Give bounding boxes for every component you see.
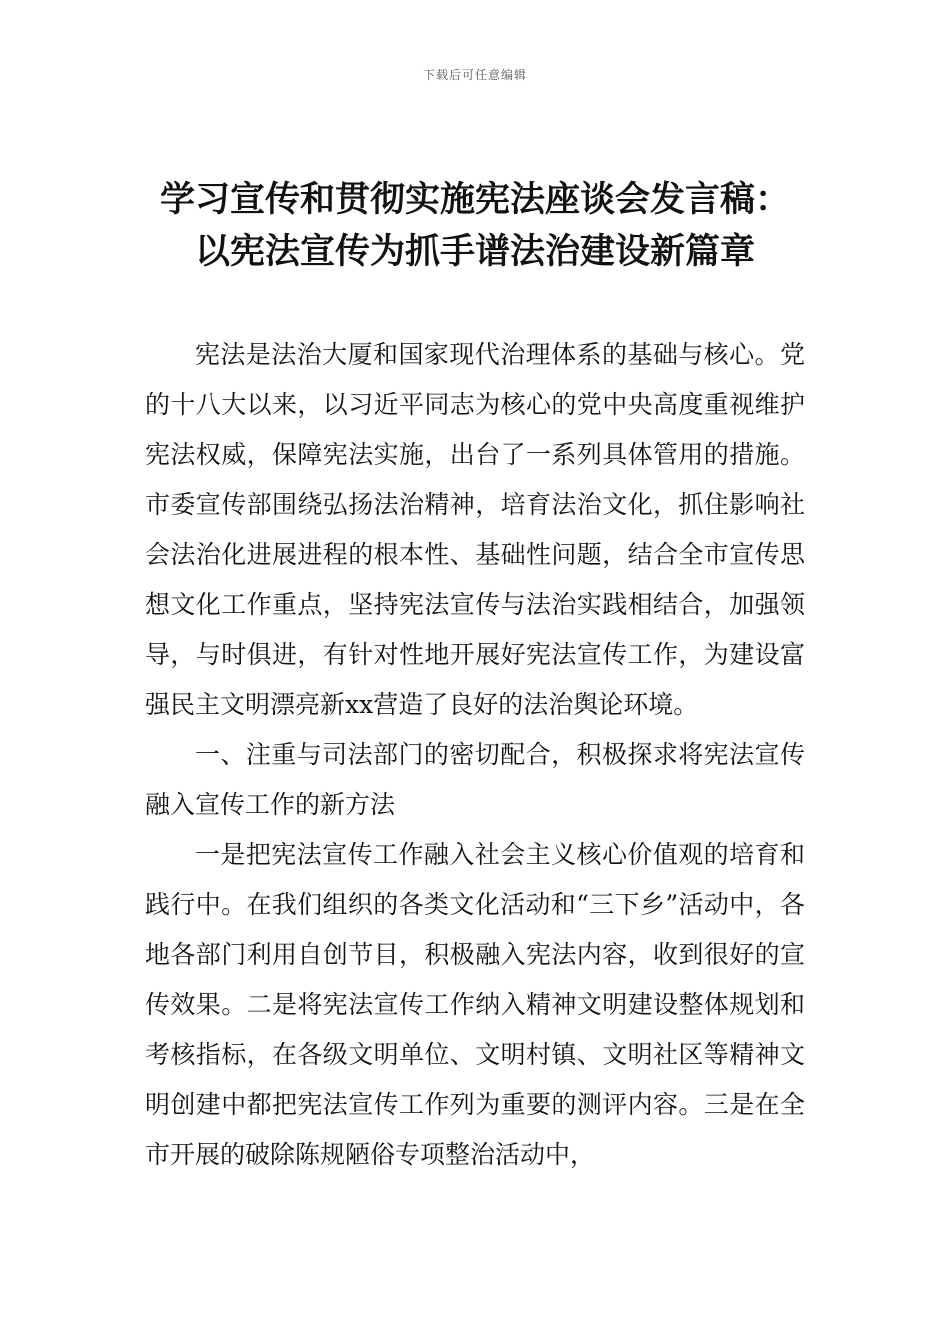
- document-body: [145, 330, 805, 1180]
- document-title: [0, 174, 950, 278]
- title-line-1: 学习宣传和贯彻实施宪法座谈会发言稿：: [159, 180, 790, 220]
- paragraph-intro: 宪法是法治大厦和国家现代治理体系的基础与核心。党的十八大以来，以习近平同志为核心的党中央高度重视维护宪法权威，保障宪法实施，出台了一系列具体管用的措施。市委宣传部围绕弘扬法治精神，培育法治文化，抓住影响社会法治化进展进程的根本性、基础性问题，结合全市宣传思想文化工作重点，坚持宪法宣传与法治实践相结合，加强领导，与时俱进，有针对性地开展好宪法宣传工作，为建设富强民主文明漂亮新xx营造了良好的法治舆论环境。: [145, 340, 805, 719]
- header-note: 下载后可任意编辑: [422, 68, 527, 82]
- section-heading-1: 一、注重与司法部门的密切配合，积极探求将宪法宣传融入宣传工作的新方法: [145, 740, 805, 819]
- title-line-2: 以宪法宣传为抓手谱法治建设新篇章: [194, 232, 755, 272]
- paragraph-section-1: 一是把宪法宣传工作融入社会主义核心价值观的培育和践行中。在我们组织的各类文化活动和“三下乡”活动中，各地各部门利用自创节目，积极融入宪法内容，收到很好的宣传效果。二是将宪法宣传工作纳入精神文明建设整体规划和考核指标，在各级文明单位、文明村镇、文明社区等精神文明创建中都把宪法宣传工作列为重要的测评内容。三是在全市开展的破除陈规陋俗专项整治活动中，: [145, 840, 805, 1169]
